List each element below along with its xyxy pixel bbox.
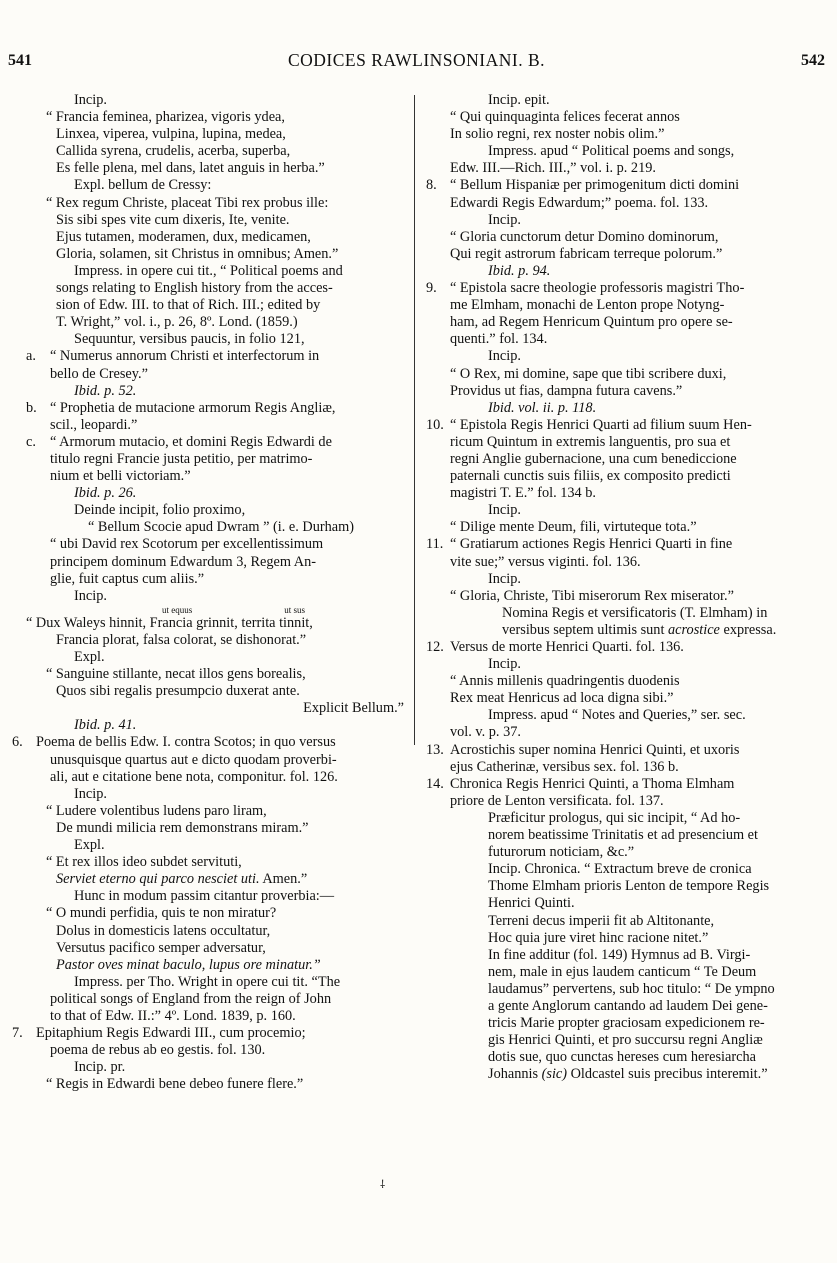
text-line: Thome Elmham prioris Lenton de tempore Regis	[488, 878, 770, 895]
text-line: “ Armorum mutacio, et domini Regis Edwardi de	[50, 433, 332, 450]
ibid-reference: Ibid. p. 26.	[74, 485, 137, 502]
ibid-reference: Ibid. vol. ii. p. 118.	[488, 399, 597, 416]
list-item	[426, 742, 824, 759]
ibid-reference: Ibid. p. 41.	[74, 717, 137, 734]
list-item	[426, 776, 824, 793]
text-line: “ Bellum Scocie apud Dwram ” (i. e. Durham)	[88, 519, 354, 536]
text-line: Johannis	[488, 1066, 539, 1083]
text-line: “ Epistola sacre theologie professoris magistri Tho-	[450, 280, 745, 297]
text-line: Impress. per Tho. Wright in opere cui tit. “The	[74, 973, 341, 990]
text-line: “ Annis millenis quadringentis duodenis	[450, 673, 680, 690]
item-marker: 9.	[426, 280, 437, 297]
text-line: “ Gratiarum actiones Regis Henrici Quarti in fine	[450, 536, 733, 553]
item-marker: c.	[26, 433, 36, 450]
text-line: ali, aut e citatione bene nota, componitur. fol. 126.	[50, 768, 338, 785]
text-line: Oldcastel suis precibus interemit.”	[570, 1066, 768, 1083]
text-line: Callida syrena, crudelis, acerba, superba,	[56, 143, 291, 160]
text-line: “ Regis in Edwardi bene debeo funere flere.”	[46, 1076, 304, 1093]
text-line: Impress. in opere cui tit., “ Political poems and	[74, 262, 343, 279]
right-column	[426, 92, 824, 1083]
text-line: “ Francia feminea, pharizea, vigoris ydea,	[46, 109, 285, 126]
text-line: Es felle plena, mel dans, latet anguis in herba.”	[56, 160, 325, 177]
text-line: “ Epistola Regis Henrici Quarti ad filium suum Hen-	[450, 416, 752, 433]
text-line: ham, ad Regem Henricum Quintum pro opere se-	[450, 314, 733, 331]
text-line: Rex meat Henricus ad loca digna sibi.”	[450, 690, 674, 707]
column-divider	[414, 95, 415, 745]
text-line: nem, male in ejus laudem canticum “ Te Deum	[488, 963, 757, 980]
text-line: Poema de bellis Edw. I. contra Scotos; in quo versus	[36, 734, 336, 751]
item-marker: 6.	[12, 734, 23, 751]
gloss-text: ut equus	[162, 604, 193, 615]
text-line: “ Et rex illos ideo subdet servituti,	[46, 854, 242, 871]
text-line: titulo regni Francie justa petitio, per matrimo-	[50, 450, 313, 467]
ibid-reference: Ibid. p. 94.	[488, 262, 551, 279]
text-line: bello de Cresey.”	[50, 365, 148, 382]
text-line: a gente Anglorum cantando ad laudem Dei gene-	[488, 997, 768, 1014]
text-line: Hoc quia jure viret hinc racione nitet.”	[488, 929, 709, 946]
text-line: Deinde incipit, folio proximo,	[74, 502, 246, 519]
text-line: T. Wright,” vol. i., p. 26, 8º. Lond. (1859.)	[56, 314, 298, 331]
text-line: Incip.	[488, 570, 521, 587]
text-line: magistri T. E.” fol. 134 b.	[450, 485, 596, 502]
list-item	[426, 639, 824, 656]
text-line: “ ubi David rex Scotorum per excellentissimum	[50, 536, 324, 553]
text-line: songs relating to English history from the acces-	[56, 280, 333, 297]
text-line: Edwardi Regis Edwardum;” poema. fol. 133.	[450, 194, 709, 211]
text-line: In fine additur (fol. 149) Hymnus ad B. Virgi-	[488, 946, 751, 963]
text-line: Explicit Bellum.”	[303, 700, 404, 717]
text-line: “ Numerus annorum Christi et interfectorum in	[50, 348, 320, 365]
text-line: Impress. apud “ Notes and Queries,” ser. sec.	[488, 707, 746, 724]
proverb-line: Serviet eterno qui parco nesciet uti.	[56, 871, 260, 888]
sic-note: (sic)	[541, 1066, 568, 1083]
text-line: De mundi milicia rem demonstrans miram.”	[56, 819, 309, 836]
item-marker: 10.	[426, 416, 444, 433]
list-item	[426, 177, 824, 194]
item-marker: 14.	[426, 775, 444, 792]
list-item	[26, 434, 406, 451]
text-line: scil., leopardi.”	[50, 416, 138, 433]
text-line: Providus ut fias, dampna futura cavens.”	[450, 382, 683, 399]
text-line: Incip.	[74, 92, 107, 108]
list-item	[426, 417, 824, 434]
text-line: Hunc in modum passim citantur proverbia:—	[74, 888, 335, 905]
text-line: versibus septem ultimis sunt	[502, 621, 665, 638]
text-line: “ Dilige mente Deum, fili, virtuteque tota.”	[450, 519, 697, 536]
text-line: Versus de morte Henrici Quarti. fol. 136.	[450, 639, 684, 655]
item-marker: 8.	[426, 177, 437, 194]
interlinear-gloss	[26, 605, 406, 615]
text-line: “ Sanguine stillante, necat illos gens borealis,	[46, 666, 306, 683]
list-item	[26, 400, 406, 417]
text-line: “ Dux Waleys hinnit, Francia grinnit, territa tinnit,	[26, 614, 313, 631]
text-line: Gloria, solamen, sit Christus in omnibus; Amen.”	[56, 245, 339, 262]
text-line: Quos sibi regalis presumpcio duxerat ante.	[56, 683, 300, 700]
text-line: to that of Edw. II.:” 4º. Lond. 1839, p. 160.	[50, 1007, 296, 1024]
text-line: glie, fuit captus cum aliis.”	[50, 570, 205, 587]
text-line: “ Gloria cunctorum detur Domino dominorum,	[450, 228, 719, 245]
gloss-text: ut sus	[284, 604, 306, 615]
text-line: paternali cunctis suis filiis, ex composito predicti	[450, 468, 731, 485]
text-line: dotis sue, quo cunctas hereses cum heresiarcha	[488, 1049, 756, 1066]
text-line: principem dominum Edwardum 3, Regem An-	[50, 553, 317, 570]
proverb-line: Pastor oves minat baculo, lupus ore minatur.”	[56, 956, 321, 973]
item-marker: 12.	[426, 639, 444, 655]
acrostic-term: acrostice	[668, 621, 720, 638]
text-line: Francia plorat, falsa colorat, se dishonorat.”	[56, 631, 307, 648]
text-line: vite sue;” versus viginti. fol. 136.	[450, 553, 641, 570]
item-marker: b.	[26, 399, 37, 416]
text-line: ricum Quintum in extremis languentis, pro sua et	[450, 433, 731, 450]
text-line: Dolus in domesticis latens occultatur,	[56, 922, 271, 939]
text-line: Incip.	[488, 348, 521, 365]
text-line: Expl.	[74, 837, 105, 854]
text-line: norem beatissime Trinitatis et ad presencium et	[488, 827, 759, 844]
text-line: Terreni decus imperii fit ab Altitonante,	[488, 912, 715, 929]
item-marker: 7.	[12, 1025, 23, 1042]
text-line: Versutus pacifico semper adversatur,	[56, 939, 266, 956]
text-line: vol. v. p. 37.	[450, 724, 521, 741]
list-item	[426, 280, 824, 297]
running-title: CODICES RAWLINSONIANI. B.	[287, 50, 546, 70]
text-line: ejus Catherinæ, versibus sex. fol. 136 b.	[450, 758, 679, 775]
item-marker: a.	[26, 348, 36, 365]
text-line: “ O mundi perfidia, quis te non miratur?	[46, 905, 277, 922]
text-line: Incip. epit.	[488, 92, 550, 108]
text-line: regni Anglie gubernacione, una cum benediccione	[450, 450, 737, 467]
page-header	[8, 52, 825, 74]
text-line: Edw. III.—Rich. III.,” vol. i. p. 219.	[450, 160, 656, 177]
list-item	[426, 536, 824, 553]
item-marker: 13.	[426, 741, 444, 758]
text-line: “ Gloria, Christe, Tibi miserorum Rex miserator.”	[450, 587, 734, 604]
text-line: me Elmham, monachi de Lenton prope Notyng-	[450, 297, 725, 314]
text-line: Expl. bellum de Cressy:	[74, 177, 212, 194]
list-item	[12, 1025, 406, 1042]
text-line: gis Henrici Quinti, et pro succursu regni Angliæ	[488, 1032, 763, 1049]
text-line: Sequuntur, versibus paucis, in folio 121,	[74, 331, 305, 348]
text-line: laudamus” pervertens, sub hoc titulo: “ De ympno	[488, 980, 775, 997]
text-line: “ Prophetia de mutacione armorum Regis Angliæ,	[50, 399, 336, 416]
text-line: Expl.	[74, 649, 105, 665]
text-line: sion of Edw. III. to that of Rich. III.; edited by	[56, 297, 321, 314]
text-line: Epitaphium Regis Edwardi III., cum procemio;	[36, 1025, 306, 1042]
text-line: Incip.	[488, 656, 521, 673]
text-line: poema de rebus ab eo gestis. fol. 130.	[50, 1042, 266, 1059]
text-line: “ Rex regum Christe, placeat Tibi rex probus ille:	[46, 194, 329, 211]
list-item	[12, 734, 406, 751]
text-line: political songs of England from the reign of John	[50, 990, 332, 1007]
text-line: “ O Rex, mi domine, sape que tibi scribere duxi,	[450, 365, 727, 382]
text-line: Amen.”	[262, 871, 308, 888]
text-line: Henrici Quinti.	[488, 895, 575, 912]
text-line: Linxea, viperea, vulpina, lupina, medea,	[56, 126, 286, 143]
ibid-reference: Ibid. p. 52.	[74, 382, 137, 399]
item-marker: 11.	[426, 536, 444, 553]
text-line: Incip.	[488, 211, 521, 228]
text-line: Sis sibi spes vite cum dixeris, Ite, venite.	[56, 211, 290, 228]
text-line: Incip. pr.	[74, 1059, 126, 1076]
text-line: In solio regni, rex noster nobis olim.”	[450, 126, 665, 143]
text-line: Ejus tutamen, moderamen, dux, medicamen,	[56, 228, 311, 245]
left-column	[12, 92, 406, 1093]
text-line: “ Ludere volentibus ludens paro liram,	[46, 802, 267, 819]
text-line: quenti.” fol. 134.	[450, 331, 548, 348]
text-line: Nomina Regis et versificatoris (T. Elmham) in	[502, 604, 768, 621]
list-item	[26, 348, 406, 365]
text-line: Incip.	[74, 785, 107, 802]
text-line: Incip.	[74, 587, 107, 604]
text-line: nium et belli victoriam.”	[50, 468, 191, 485]
text-line: Impress. apud “ Political poems and songs,	[488, 143, 735, 160]
text-line: tricis Marie propter graciosam expedicionem re-	[488, 1015, 765, 1032]
page-number-right: 542	[801, 52, 825, 69]
text-line: priore de Lenton versificata. fol. 137.	[450, 792, 664, 809]
text-line: unusquisque quartus aut e dicto quodam proverbi-	[50, 751, 337, 768]
text-line: Acrostichis super nomina Henrici Quinti, et uxoris	[450, 741, 740, 758]
text-line: expressa.	[723, 621, 777, 638]
printer-mark-icon: ⸸	[380, 1179, 386, 1191]
text-line: Chronica Regis Henrici Quinti, a Thoma Elmham	[450, 775, 735, 792]
text-line: “ Qui quinquaginta felices fecerat annos	[450, 109, 680, 126]
page-number-left: 541	[8, 52, 32, 69]
text-line: “ Bellum Hispaniæ per primogenitum dicti domini	[450, 177, 740, 194]
text-line: Incip.	[488, 502, 521, 519]
text-line: Incip. Chronica. “ Extractum breve de cronica	[488, 861, 752, 878]
text-line: Qui regit astrorum fabricam terreque polorum.”	[450, 245, 723, 262]
text-line: futurorum noticiam, &c.”	[488, 844, 635, 861]
text-line: Præficitur prologus, qui sic incipit, “ Ad ho-	[488, 809, 741, 826]
